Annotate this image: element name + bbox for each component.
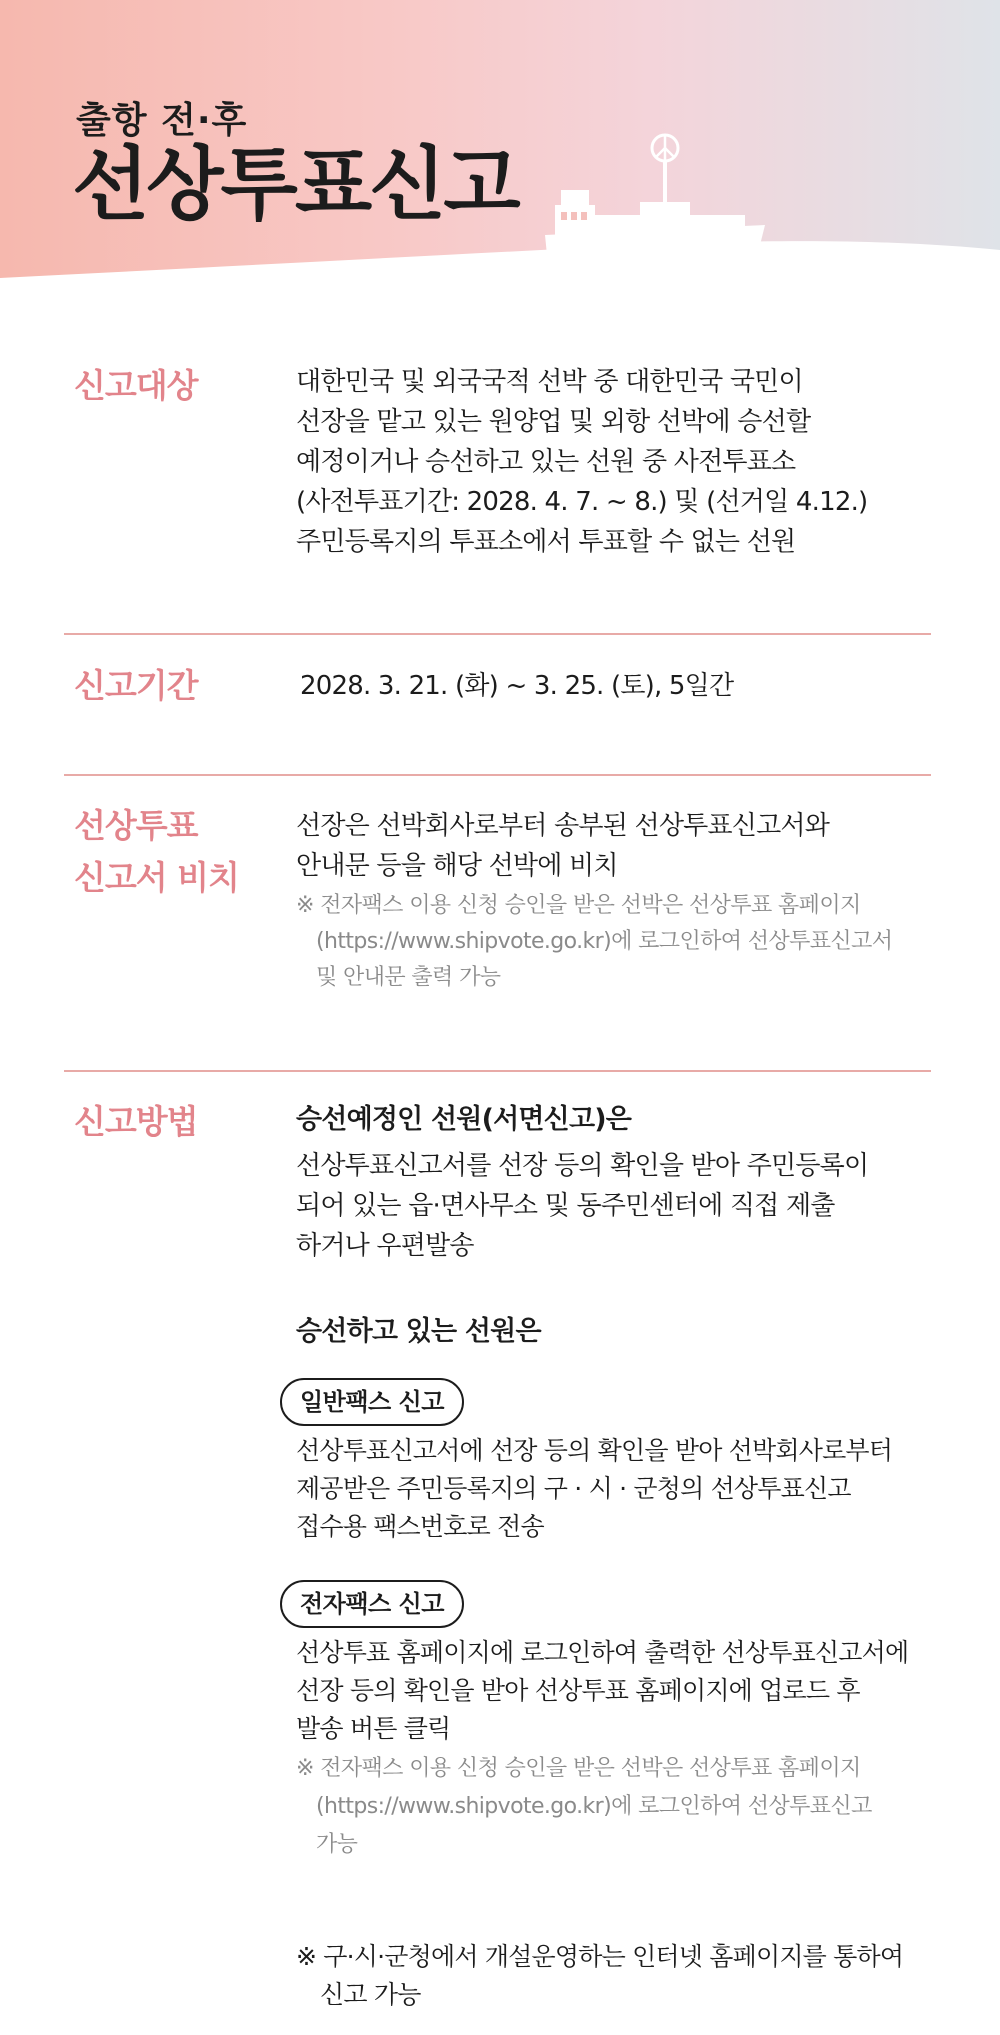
header-banner bbox=[0, 0, 1000, 300]
placement-line: 안내문 등을 해당 선박에 비치 bbox=[296, 851, 618, 881]
note-line: 및 안내문 출력 가능 bbox=[316, 965, 501, 990]
target-line: 대한민국 및 외국국적 선박 중 대한민국 국민이 bbox=[296, 367, 803, 397]
target-description bbox=[296, 362, 936, 562]
target-line: 예정이거나 승선하고 있는 선원 중 사전투표소 bbox=[296, 447, 796, 477]
e-fax-line: 발송 버튼 클릭 bbox=[296, 1714, 451, 1743]
method-footnote bbox=[296, 1938, 936, 2014]
section-label-target: 신고대상 bbox=[74, 366, 198, 405]
section-divider bbox=[64, 1070, 931, 1072]
planned-line: 하거나 우편발송 bbox=[296, 1231, 474, 1261]
placement-label-line: 선상투표 bbox=[74, 806, 198, 845]
general-fax-line: 선상투표신고서에 선장 등의 확인을 받아 선박회사로부터 bbox=[296, 1436, 893, 1465]
e-fax-note bbox=[280, 1750, 920, 1864]
planned-heading: 승선예정인 선원(서면신고)은 bbox=[296, 1104, 632, 1135]
page-title: 선상투표신고 bbox=[72, 138, 518, 231]
section-label-period: 신고기간 bbox=[74, 666, 198, 705]
planned-line: 선상투표신고서를 선장 등의 확인을 받아 주민등록이 bbox=[296, 1151, 869, 1181]
e-fax-badge: 전자팩스 신고 bbox=[280, 1580, 464, 1628]
target-line: 선장을 맡고 있는 원양업 및 외항 선박에 승선할 bbox=[296, 407, 811, 437]
section-placement bbox=[64, 800, 931, 1040]
aboard-heading: 승선하고 있는 선원은 bbox=[296, 1316, 541, 1347]
planned-line: 되어 있는 읍·면사무소 및 동주민센터에 직접 제출 bbox=[296, 1191, 835, 1221]
e-fax-block bbox=[280, 1580, 920, 1864]
footnote-line: 신고 가능 bbox=[320, 1980, 421, 2009]
e-fax-line: 선상투표 홈페이지에 로그인하여 출력한 선상투표신고서에 bbox=[296, 1638, 909, 1667]
general-fax-line: 접수용 팩스번호로 전송 bbox=[296, 1512, 544, 1541]
section-target bbox=[64, 360, 931, 600]
header-subtitle: 출항 전·후 bbox=[76, 100, 248, 141]
section-divider bbox=[64, 774, 931, 776]
placement-note bbox=[296, 888, 936, 996]
period-text bbox=[300, 666, 940, 706]
e-fax-description bbox=[280, 1634, 920, 1748]
method-aboard bbox=[296, 1312, 936, 1352]
planned-description bbox=[296, 1146, 936, 1266]
period-value: 2028. 3. 21. (화) ~ 3. 25. (토), 5일간 bbox=[300, 671, 734, 701]
note-line: 가능 bbox=[316, 1832, 358, 1857]
note-line: (https://www.shipvote.go.kr)에 로그인하여 선상투표신고서 bbox=[316, 929, 893, 954]
general-fax-badge: 일반팩스 신고 bbox=[280, 1378, 464, 1426]
general-fax-block bbox=[280, 1378, 920, 1546]
target-line: 주민등록지의 투표소에서 투표할 수 없는 선원 bbox=[296, 527, 796, 557]
placement-label-line: 신고서 비치 bbox=[74, 858, 239, 897]
target-line: (사전투표기간: 2028. 4. 7. ~ 8.) 및 (선거일 4.12.) bbox=[296, 487, 868, 517]
note-line: ※ 전자팩스 이용 신청 승인을 받은 선박은 선상투표 홈페이지 bbox=[296, 1756, 861, 1781]
general-fax-description bbox=[280, 1432, 920, 1546]
section-label-method: 신고방법 bbox=[74, 1102, 198, 1141]
placement-description bbox=[296, 806, 936, 886]
footnote-line: ※ 구·시·군청에서 개설운영하는 인터넷 홈페이지를 통하여 bbox=[296, 1942, 904, 1971]
section-divider bbox=[64, 633, 931, 635]
section-label-placement bbox=[74, 800, 239, 904]
note-line: ※ 전자팩스 이용 신청 승인을 받은 선박은 선상투표 홈페이지 bbox=[296, 893, 861, 918]
e-fax-line: 선장 등의 확인을 받아 선상투표 홈페이지에 업로드 후 bbox=[296, 1676, 860, 1705]
section-period bbox=[64, 660, 931, 740]
placement-line: 선장은 선박회사로부터 송부된 선상투표신고서와 bbox=[296, 811, 830, 841]
method-planned bbox=[296, 1100, 936, 1266]
placement-content bbox=[296, 806, 936, 996]
general-fax-line: 제공받은 주민등록지의 구 · 시 · 군청의 선상투표신고 bbox=[296, 1474, 851, 1503]
note-line: (https://www.shipvote.go.kr)에 로그인하여 선상투표신고 bbox=[316, 1794, 872, 1819]
section-method bbox=[64, 1096, 931, 2026]
